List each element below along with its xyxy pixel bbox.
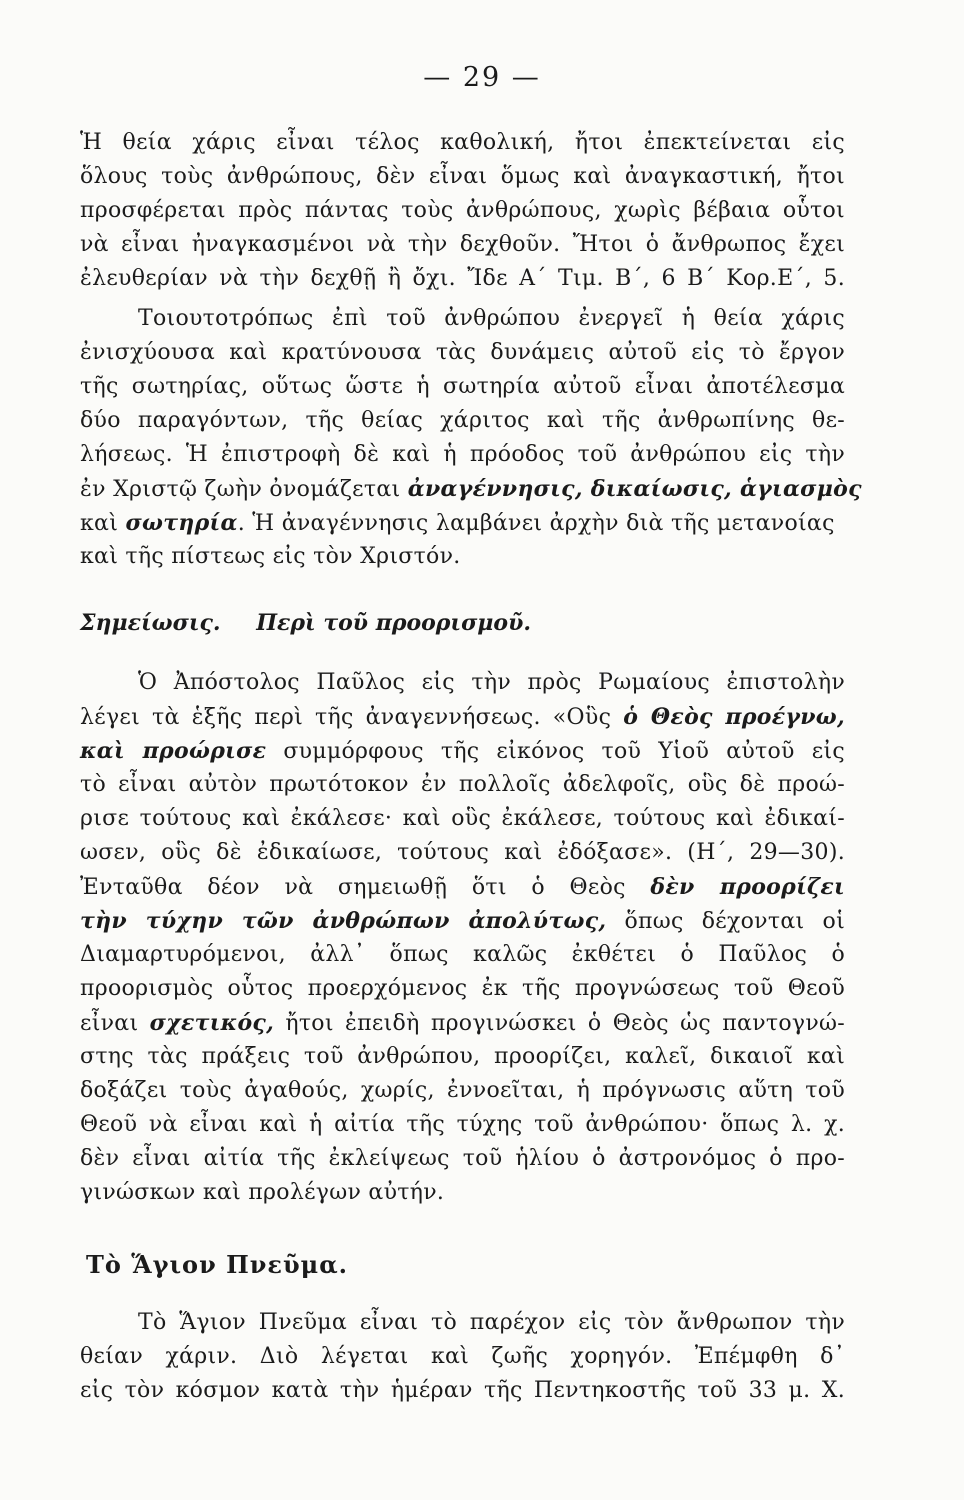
text-line xyxy=(80,904,845,938)
text-line xyxy=(80,506,845,540)
note-heading xyxy=(80,610,559,636)
paragraph-grace-universal xyxy=(80,126,845,296)
emphasis-phrase: δὲν προορίζει xyxy=(650,874,845,900)
text-line: νὰ εἶναι ἠναγκασμένοι νὰ τὴν δεχθοῦν. Ἤτοι ὁ ἄνθρωπος ἔχει xyxy=(80,232,845,257)
note-label: Σημείωσις. xyxy=(80,610,221,636)
text-line: Ἡ θεία χάρις εἶναι τέλος καθολική, ἤτοι ἐπεκτείνεται εἰς xyxy=(80,130,845,155)
text-line: προορισμὸς οὗτος προερχόμενος ἐκ τῆς προγνώσεως τοῦ Θεοῦ xyxy=(80,976,845,1001)
text-line: ἐνισχύουσα καὶ κρατύνουσα τὰς δυνάμεις αὐτοῦ εἰς τὸ ἔργον xyxy=(80,340,845,365)
paragraph-salvation xyxy=(80,302,862,574)
emphasis-phrase: τὴν τύχην τῶν ἀνθρώπων ἀπολύτως, xyxy=(80,908,607,934)
emphasis-term: σωτηρία xyxy=(125,510,238,536)
text-line: εἰς τὸν κόσμον κατὰ τὴν ἡμέραν τῆς Πεντηκοστῆς τοῦ 33 μ. Χ. xyxy=(80,1378,845,1403)
text-line xyxy=(80,870,845,904)
section-title: Τὸ Ἅγιον Πνεῦμα. xyxy=(86,1250,349,1279)
paragraph-holy-spirit xyxy=(80,1306,845,1408)
text-line: Θεοῦ νὰ εἶναι καὶ ἡ αἰτία τῆς τύχης τοῦ ἀνθρώπου· ὅπως λ. χ. xyxy=(80,1112,845,1137)
text-span: καὶ xyxy=(80,511,119,536)
text-line: στης τὰς πράξεις τοῦ ἀνθρώπου, προορίζει, καλεῖ, δικαιοῖ καὶ xyxy=(80,1044,845,1069)
paragraph-predestination xyxy=(80,666,845,1210)
text-span: εἶναι xyxy=(80,1011,139,1036)
text-line: Ὁ Ἀπόστολος Παῦλος εἰς τὴν πρὸς Ρωμαίους ἐπιστολὴν xyxy=(138,670,845,695)
text-line xyxy=(80,1006,845,1040)
note-title: Περὶ τοῦ προορισμοῦ. xyxy=(256,610,531,636)
text-line: τὸ εἶναι αὐτὸν πρωτότοκον ἐν πολλοῖς ἀδελφοῖς, οὓς δὲ προώ- xyxy=(80,772,845,797)
text-span: ἤτοι ἐπειδὴ προγινώσκει ὁ Θεὸς ὡς παντογνώ- xyxy=(285,1011,845,1036)
text-line: ρισε τούτους καὶ ἐκάλεσε· καὶ οὓς ἐκάλεσε, τούτους καὶ ἐδικαί- xyxy=(80,806,845,831)
text-line: δύο παραγόντων, τῆς θείας χάριτος καὶ τῆς ἀνθρωπίνης θε- xyxy=(80,408,845,433)
text-span: . Ἡ ἀναγέννησις λαμβάνει ἀρχὴν διὰ τῆς μετανοίας xyxy=(237,511,835,536)
text-line: δοξάζει τοὺς ἀγαθούς, χωρίς, ἐννοεῖται, ἡ πρόγνωσις αὕτη τοῦ xyxy=(80,1078,845,1103)
text-line: καὶ τῆς πίστεως εἰς τὸν Χριστόν. xyxy=(80,544,461,569)
text-span: λέγει τὰ ἑξῆς περὶ τῆς ἀναγεννήσεως. «Οὓς xyxy=(80,705,612,730)
text-line: Τὸ Ἅγιον Πνεῦμα εἶναι τὸ παρέχον εἰς τὸν ἄνθρωπον τὴν xyxy=(138,1310,845,1335)
text-span: Ἐνταῦθα δέον νὰ σημειωθῇ ὅτι ὁ Θεὸς xyxy=(80,875,626,900)
text-line xyxy=(80,472,862,506)
text-line: Τοιουτοτρόπως ἐπὶ τοῦ ἀνθρώπου ἐνεργεῖ ἡ θεία χάρις xyxy=(138,306,845,331)
text-line: δὲν εἶναι αἰτία τῆς ἐκλείψεως τοῦ ἡλίου ὁ ἀστρονόμος ὁ προ- xyxy=(80,1146,845,1171)
text-line: προσφέρεται πρὸς πάντας τοὺς ἀνθρώπους, χωρὶς βέβαια οὗτοι xyxy=(80,198,845,223)
text-span: ἐν Χριστῷ ζωὴν ὀνομάζεται xyxy=(80,477,401,502)
text-line xyxy=(80,734,845,768)
page-number: — 29 — xyxy=(423,62,541,93)
text-span: ὅπως δέχονται οἱ xyxy=(624,909,845,934)
text-line: τῆς σωτηρίας, οὕτως ὥστε ἡ σωτηρία αὐτοῦ εἶναι ἀποτέλεσμα xyxy=(80,374,845,399)
text-line: ωσεν, οὓς δὲ ἐδικαίωσε, τούτους καὶ ἐδόξασε». (Η΄, 29—30). xyxy=(80,840,845,865)
text-line: θείαν χάριν. Διὸ λέγεται καὶ ζωῆς χορηγόν. Ἐπέμφθη δ᾽ xyxy=(80,1344,845,1369)
emphasis-terms: ἀναγέννησις, δικαίωσις, ἁγιασμὸς xyxy=(407,476,862,502)
text-line: Διαμαρτυρόμενοι, ἀλλ᾽ ὅπως καλῶς ἐκθέτει ὁ Παῦλος ὁ xyxy=(80,942,845,967)
emphasis-quote: καὶ προώρισε xyxy=(80,738,267,764)
text-span: συμμόρφους τῆς εἰκόνος τοῦ Υἱοῦ αὐτοῦ εἰς xyxy=(283,739,845,764)
emphasis-word: σχετικός, xyxy=(149,1010,275,1036)
text-line xyxy=(80,700,845,734)
emphasis-quote: ὁ Θεὸς προέγνω, xyxy=(623,704,846,730)
text-line: ὅλους τοὺς ἀνθρώπους, δὲν εἶναι ὅμως καὶ ἀναγκαστική, ἤτοι xyxy=(80,164,845,189)
text-line: ἐλευθερίαν νὰ τὴν δεχθῇ ἢ ὄχι. Ἴδε Α΄ Τιμ. Β΄, 6 Β΄ Κορ.Ε΄, 5. xyxy=(80,266,845,291)
text-line: λήσεως. Ἡ ἐπιστροφὴ δὲ καὶ ἡ πρόοδος τοῦ ἀνθρώπου εἰς τὴν xyxy=(80,442,845,467)
text-line: γινώσκων καὶ προλέγων αὐτήν. xyxy=(80,1180,445,1205)
